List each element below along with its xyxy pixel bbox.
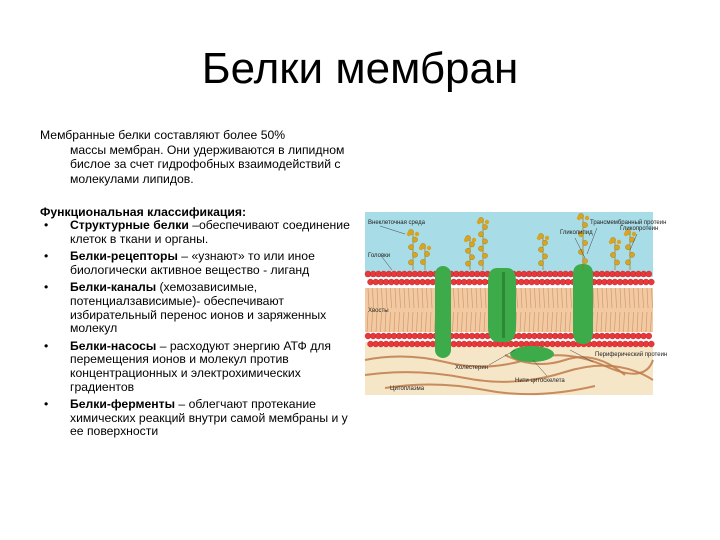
sugar-bead: [407, 232, 411, 236]
sugar-bead: [424, 251, 429, 256]
sugar-bead: [582, 240, 587, 245]
membrane-diagram: [365, 210, 668, 395]
sugar-bead: [482, 253, 487, 258]
sugar-bead: [538, 247, 543, 252]
bullet-icon: •: [44, 218, 49, 232]
sugar-bead: [478, 260, 483, 265]
label-cytoplasm: Цитоплазма: [390, 386, 425, 392]
intro-continuation: массы мембран. Они удерживаются в липидном бислое за счет гидрофобных взаимодействий с молекулами липидов.: [70, 142, 345, 186]
sugar-bead: [427, 246, 431, 250]
list-item-pumps: [40, 340, 360, 394]
sugar-bead: [625, 245, 630, 250]
sugar-bead: [478, 246, 483, 251]
sugar-bead: [614, 245, 619, 250]
label-heads: Головки: [368, 253, 391, 259]
sugar-bead: [419, 246, 423, 250]
item-term: Белки-рецепторы: [70, 249, 178, 264]
sugar-bead: [464, 238, 468, 242]
sugar-bead: [625, 260, 630, 265]
sugar-bead: [585, 216, 589, 220]
label-tails: Хвосты: [368, 308, 389, 314]
sugar-bead: [412, 252, 417, 257]
item-text: – облегчают протекание химических реакций внутри самой мембраны и у ее поверхности: [70, 397, 348, 439]
item-term: Структурные белки: [70, 218, 189, 232]
sugar-bead: [472, 238, 476, 242]
sugar-bead: [478, 232, 483, 237]
sugar-bead: [412, 237, 417, 242]
label-transmembrane: Трансмембранный протеин: [590, 220, 667, 226]
item-text: (хемозависимые, потенциалзависимые)- обеспечивают избирательный перенос ионов и заряженных молекул: [70, 280, 327, 336]
sugar-bead: [582, 258, 587, 263]
bullet-icon: •: [44, 338, 49, 353]
sugar-bead: [582, 222, 587, 227]
sugar-bead: [609, 240, 613, 244]
sugar-bead: [465, 261, 470, 266]
bullet-icon: •: [44, 280, 49, 295]
intro-paragraph: [40, 128, 352, 186]
sugar-bead: [614, 260, 619, 265]
sugar-bead: [408, 260, 413, 265]
glycoprotein: [573, 264, 593, 344]
sugar-bead: [482, 239, 487, 244]
sugar-bead: [542, 254, 547, 259]
sugar-bead: [617, 240, 621, 244]
label-cholesterol: Холестерин: [455, 365, 488, 371]
sugar-bead: [465, 248, 470, 253]
bullet-icon: •: [44, 397, 49, 412]
lipid-head: [646, 333, 652, 339]
label-outside: Внеклеточная среда: [368, 220, 425, 226]
channel-pore: [502, 272, 505, 338]
sugar-bead: [420, 259, 425, 264]
list-item-receptors: [40, 250, 360, 277]
item-text: – расходуют энергию АТФ для перемещения ионов и молекул против концентрационных и электрохимических градиентов: [70, 338, 332, 394]
sugar-bead: [610, 252, 615, 257]
label-glycoprotein: Гликопротеин: [620, 226, 659, 232]
sugar-bead: [469, 242, 474, 247]
label-filaments: Нити цитоскелета: [515, 378, 565, 384]
intro-first-line: Мембранные белки составляют более 50%: [40, 128, 286, 142]
bullet-icon: •: [44, 249, 49, 264]
item-term: Белки-насосы: [70, 338, 157, 353]
lipid-head: [646, 271, 652, 277]
label-glycolipid: Гликолипид: [560, 230, 593, 236]
sugar-bead: [542, 240, 547, 245]
classification-heading: Функциональная классификация:: [40, 205, 247, 219]
sugar-bead: [415, 232, 419, 236]
sugar-bead: [624, 232, 628, 236]
sugar-bead: [538, 261, 543, 266]
sugar-bead: [469, 255, 474, 260]
sugar-bead: [482, 225, 487, 230]
protein-classification-list: [40, 219, 360, 443]
item-text: – «узнают» то или иное биологически активное вещество - лиганд: [70, 249, 315, 277]
list-item-channels: [40, 281, 360, 335]
list-item-enzymes: [40, 398, 360, 439]
item-text: –обеспечивают соединение клеток в ткани и органы.: [70, 218, 350, 246]
sugar-bead: [577, 216, 581, 220]
label-peripheral: Периферический протеин: [595, 352, 668, 358]
sugar-bead: [485, 220, 489, 224]
sugar-bead: [632, 232, 636, 236]
lipid-head: [648, 279, 654, 285]
sugar-bead: [408, 245, 413, 250]
sugar-bead: [477, 220, 481, 224]
slide-title: Белки мембран: [201, 44, 519, 93]
transmembrane-protein: [435, 266, 451, 358]
sugar-bead: [545, 236, 549, 240]
membrane-illustration: [365, 210, 668, 395]
sugar-bead: [629, 252, 634, 257]
lipid-head: [648, 341, 654, 347]
item-term: Белки-каналы: [70, 280, 157, 295]
item-term: Белки-ферменты: [70, 397, 176, 412]
sugar-bead: [537, 236, 541, 240]
list-item-structural: [40, 219, 360, 246]
peripheral-protein: [510, 346, 554, 362]
